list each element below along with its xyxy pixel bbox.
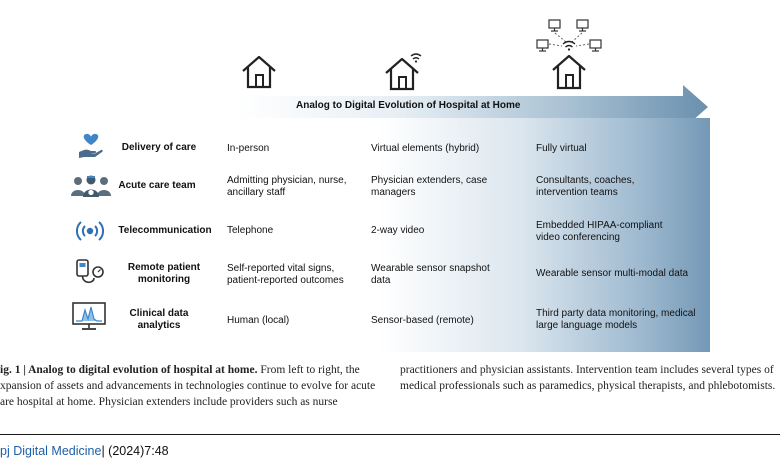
table-cell: Third party data monitoring, medical large language models: [536, 308, 696, 331]
table-cell: Wearable sensor multi-modal data: [536, 268, 689, 279]
caption-line: are hospital at home. Physician extenders include providers such as nurse: [0, 396, 338, 408]
journal-footer: [0, 444, 169, 458]
table-cell: Admitting physician, nurse, ancillary staff: [227, 175, 347, 198]
table-cell: Self-reported vital signs, patient-reported outcomes: [227, 263, 344, 286]
table-cell: Virtual elements (hybrid): [371, 143, 480, 154]
bp-monitor-icon: [74, 258, 106, 286]
caption-line: practitioners and physician assistants. Intervention team includes several types of: [400, 364, 774, 376]
figure-caption-right: [400, 362, 780, 394]
table-cell: Wearable sensor snapshot data: [371, 263, 490, 286]
caption-line: medical professionals such as paramedics, physical therapists, and phlebotomists.: [400, 380, 776, 392]
row-label-delivery-of-care: Delivery of care: [121, 142, 197, 153]
caption-line: xpansion of assets and advancements in technologies continue to evolve for acute: [0, 380, 376, 392]
house-icon: [240, 54, 278, 90]
house-wifi-icon: [383, 50, 429, 92]
row-label-acute-care-team: Acute care team: [118, 180, 196, 191]
broadcast-icon: [76, 220, 104, 242]
figure-caption-left: [0, 362, 390, 410]
table-cell: Fully virtual: [536, 143, 587, 154]
caption-line: ig. 1 | Analog to digital evolution of hospital at home. From left to right, the: [0, 364, 360, 376]
table-cell: Physician extenders, case managers: [371, 175, 488, 198]
table-cell: Embedded HIPAA-compliant video conferencing: [536, 220, 663, 243]
monitor-chart-icon: [72, 302, 106, 332]
footer-divider: [0, 434, 780, 435]
table-cell: Telephone: [227, 225, 274, 236]
table-cell: In-person: [227, 143, 270, 154]
care-team-icon: [70, 172, 112, 198]
row-label-clinical-data-analytics: Clinical data analytics: [129, 308, 189, 331]
table-cell: Sensor-based (remote): [371, 315, 474, 326]
row-label-telecommunication: Telecommunication: [118, 225, 212, 236]
journal-name-link[interactable]: pj Digital Medicine: [0, 444, 102, 458]
networked-house-icon: [535, 18, 607, 92]
citation: | (2024)7:48: [101, 444, 169, 458]
hand-heart-icon: [78, 132, 104, 160]
table-cell: 2-way video: [371, 225, 425, 236]
table-cell: Human (local): [227, 315, 290, 326]
row-label-remote-patient-monitoring: Remote patient monitoring: [127, 262, 201, 285]
table-cell: Consultants, coaches, intervention teams: [536, 175, 635, 198]
arrow-title: Analog to Digital Evolution of Hospital at Home: [296, 100, 521, 111]
